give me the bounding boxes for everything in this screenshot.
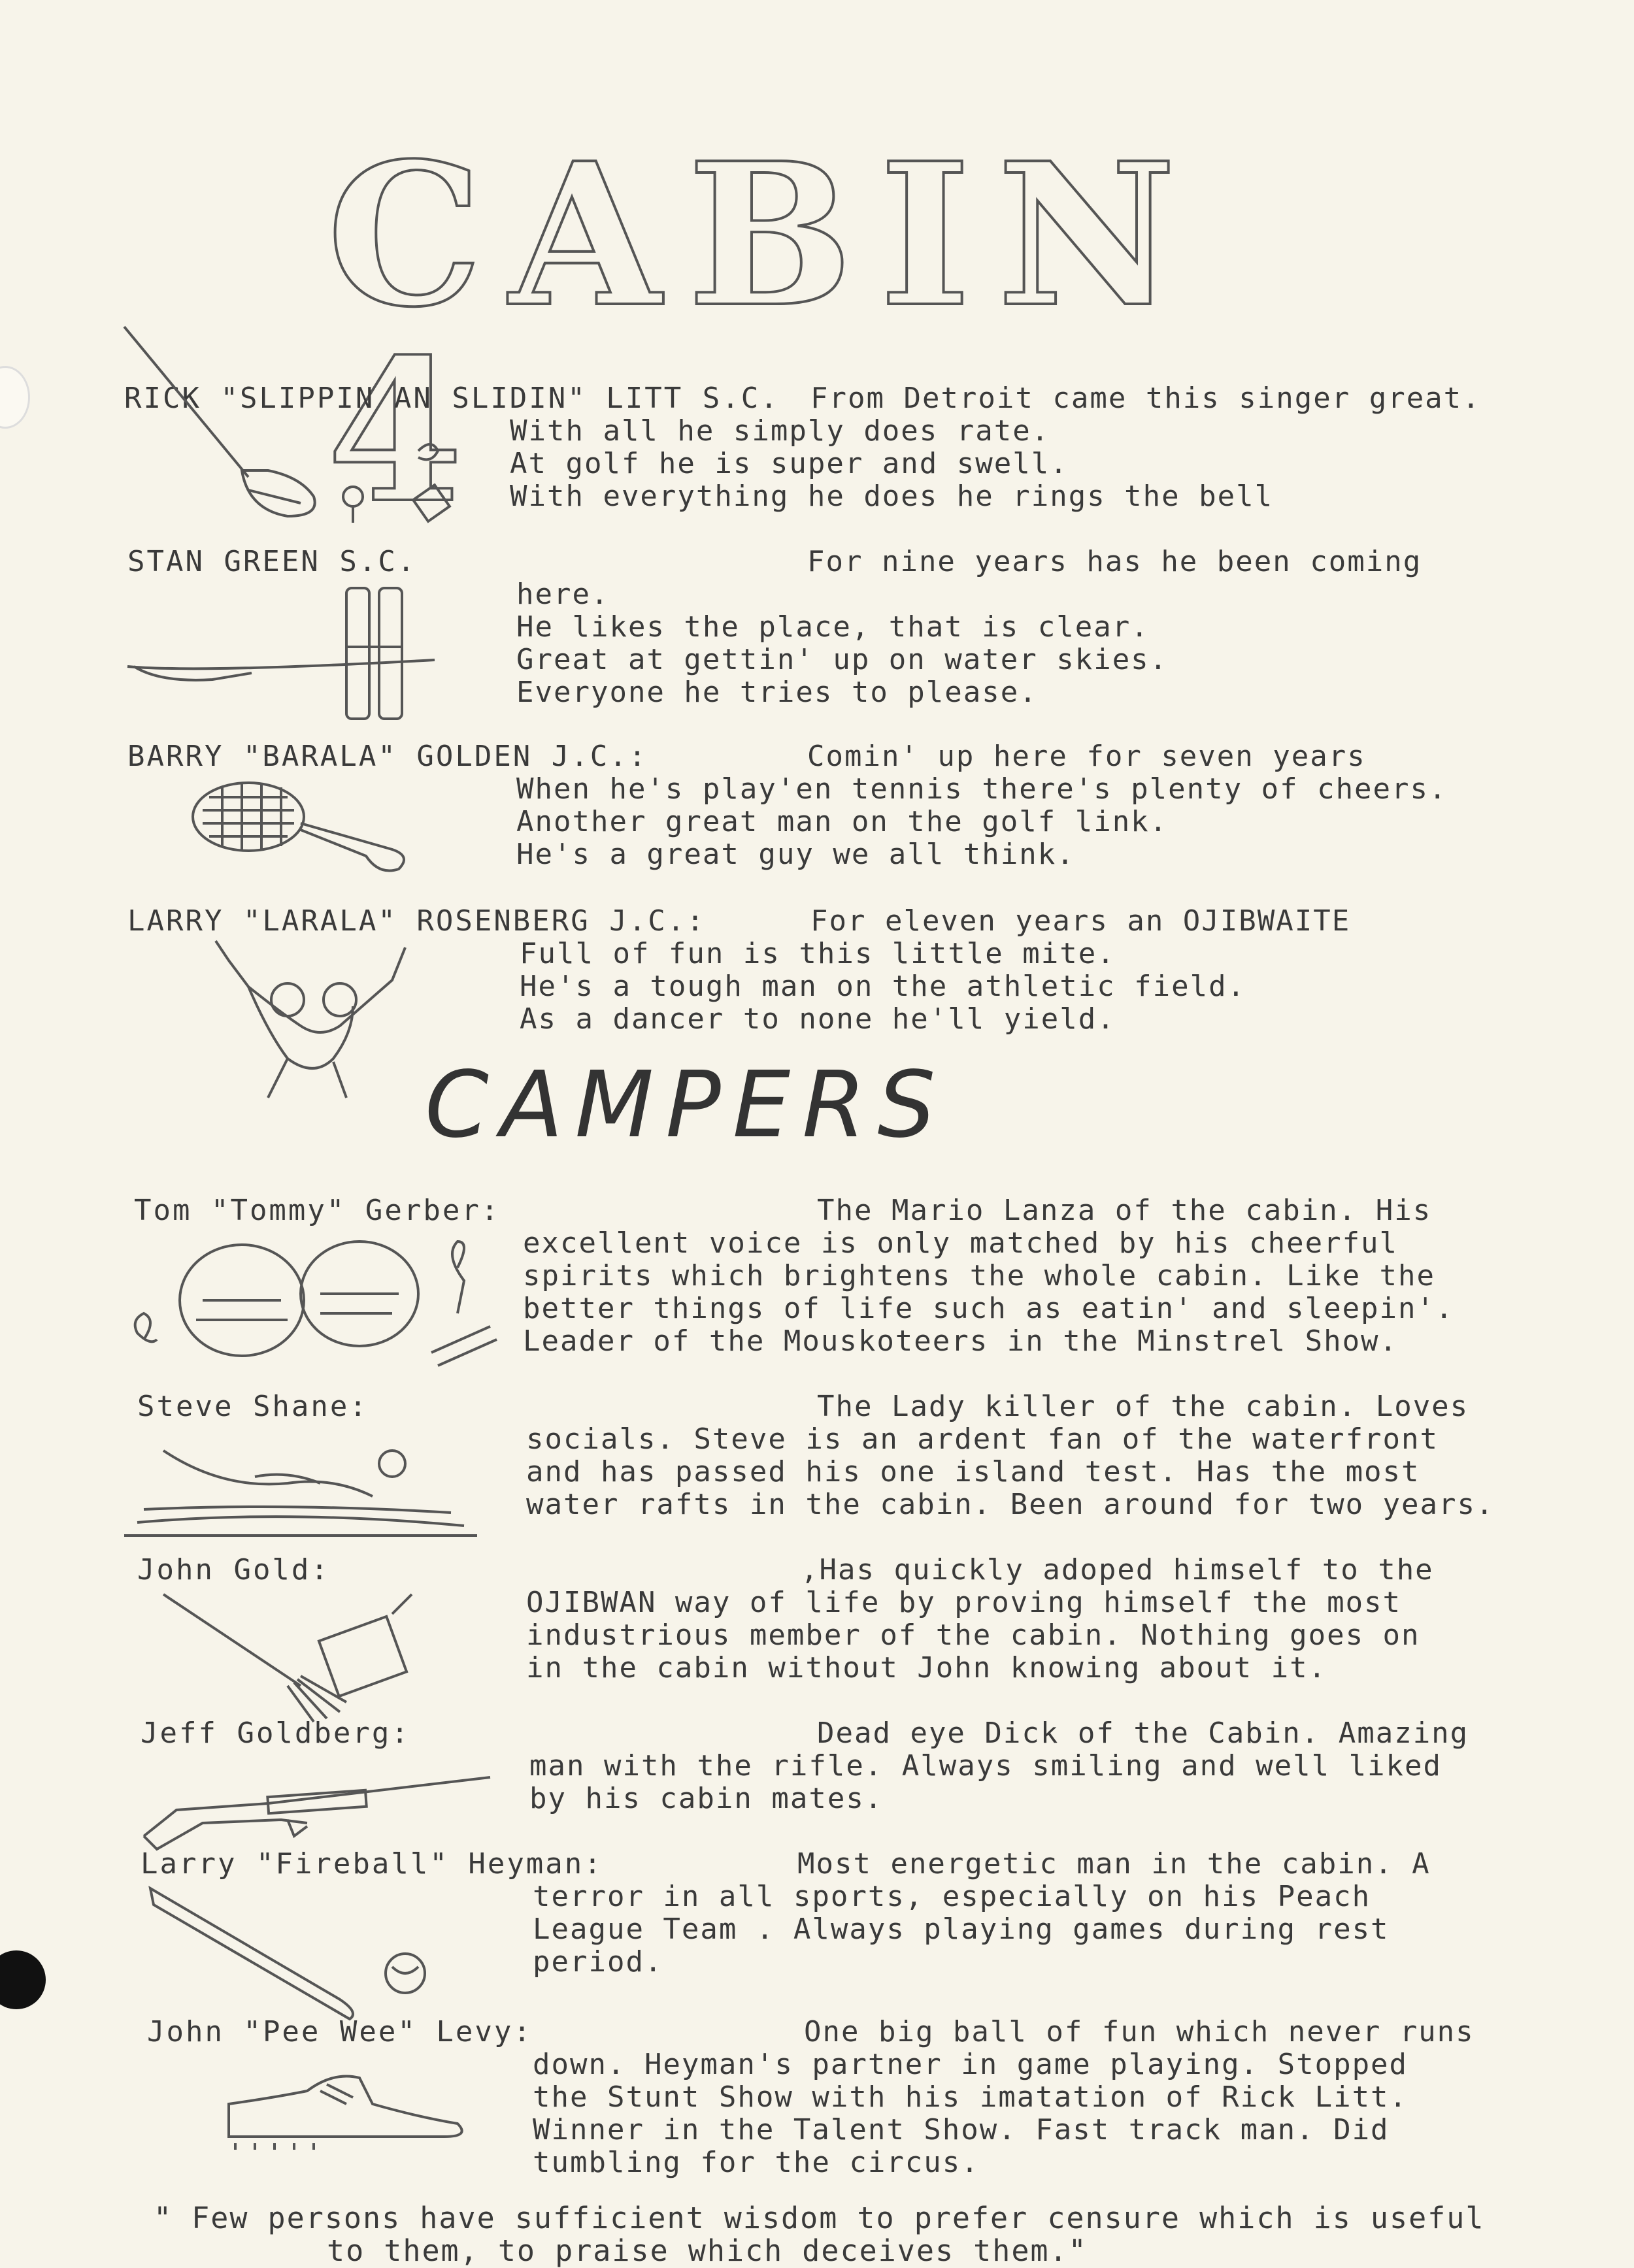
golf-club-icon [118,320,484,536]
camper-line: Winner in the Talent Show. Fast track man. Did [533,2113,1390,2146]
staff-line: Everyone he tries to please. [516,676,1038,709]
rifle-icon [137,1764,503,1856]
staff-line: Comin' up here for seven years [807,740,1366,773]
camper-line: Most energetic man in the cabin. A [797,1847,1431,1881]
camper-line: socials. Steve is an ardent fan of the waterfront [526,1422,1439,1456]
camper-name: Larry "Fireball" Heyman: [141,1847,603,1881]
camper-name: Tom "Tommy" Gerber: [134,1194,501,1227]
camper-line: better things of life such as eatin' and sleepin'. [523,1292,1454,1325]
camper-line: The Lady killer of the cabin. Loves [817,1390,1469,1423]
staff-name: BARRY "BARALA" GOLDEN J.C.: [127,740,648,773]
sneaker-icon [222,2065,471,2156]
camper-line: One big ball of fun which never runs [804,2015,1475,2048]
camper-line: man with the rifle. Always smiling and well liked [529,1749,1442,1783]
staff-line: Another great man on the golf link. [516,805,1169,838]
staff-line: As a dancer to none he'll yield. [520,1002,1116,1036]
staff-line: Full of fun is this little mite. [520,937,1116,970]
staff-line: He's a tough man on the athletic field. [520,970,1246,1003]
camper-line: League Team . Always playing games during rest [533,1913,1390,1946]
staff-line: For eleven years an OJIBWAITE [810,904,1351,938]
camper-line: period. [533,1945,663,1979]
staff-line: From Detroit came this singer great. [810,382,1481,415]
camper-line: water rafts in the cabin. Been around for two years. [526,1488,1495,1521]
water-ski-icon [121,575,448,738]
camper-line: in the cabin without John knowing about it. [526,1651,1327,1685]
camper-line: terror in all sports, especially on his Peach [533,1880,1371,1913]
staff-line: With all he simply does rate. [510,414,1050,448]
camper-name: Jeff Goldberg: [141,1717,410,1750]
staff-name: RICK "SLIPPIN AN SLIDIN" LITT S.C. [124,382,780,415]
tennis-racket-icon [183,771,484,889]
staff-line: With everything he does he rings the bell [510,480,1274,513]
mickey-ears-icon [124,1228,516,1385]
camper-line: and has passed his one island test. Has the most [526,1455,1420,1488]
camper-line: The Mario Lanza of the cabin. His [817,1194,1432,1227]
camper-line: down. Heyman's partner in game playing. Stopped [533,2048,1409,2081]
staff-line: here. [516,578,610,611]
camper-line: tumbling for the circus. [533,2146,980,2179]
campers-heading: CAMPERS [425,1052,948,1159]
quote-line: to them, to praise which deceives them." [327,2233,1088,2268]
dancer-icon [190,934,451,1111]
camper-name: John Gold: [137,1553,330,1586]
camper-line: the Stunt Show with his imatation of Rick Litt. [533,2080,1409,2114]
camper-line: ,Has quickly adoped himself to the [801,1553,1434,1586]
swimmer-icon [124,1431,477,1542]
staff-line: When he's play'en tennis there's plenty of cheers. [516,772,1448,806]
camper-line: excellent voice is only matched by his cheerful [523,1226,1399,1260]
camper-line: Leader of the Mouskoteers in the Minstrel Show. [523,1324,1399,1358]
staff-line: Great at gettin' up on water skies. [516,643,1169,676]
staff-line: He likes the place, that is clear. [516,610,1150,644]
camper-line: spirits which brightens the whole cabin. Like the [523,1259,1436,1292]
camper-name: John "Pee Wee" Levy: [147,2015,533,2048]
camper-line: Dead eye Dick of the Cabin. Amazing [817,1717,1469,1750]
punch-hole [0,1950,46,2009]
camper-line: OJIBWAN way of life by proving himself the most [526,1586,1402,1619]
camper-line: industrious member of the cabin. Nothing goes on [526,1619,1420,1652]
staff-line: At golf he is super and swell. [510,447,1069,480]
staff-name: LARRY "LARALA" ROSENBERG J.C.: [127,904,706,938]
baseball-bat-icon [144,1882,484,2026]
staff-line: For nine years has he been coming [807,545,1422,578]
quote-line: " Few persons have sufficient wisdom to prefer censure which is useful [154,2201,1485,2235]
broom-icon [157,1588,431,1725]
camper-line: by his cabin mates. [529,1782,884,1815]
camper-name: Steve Shane: [137,1390,369,1423]
punch-hole [0,366,30,429]
staff-line: He's a great guy we all think. [516,838,1075,871]
staff-name: STAN GREEN S.C. [127,545,417,578]
title-text: CABIN 4 [327,120,1203,546]
